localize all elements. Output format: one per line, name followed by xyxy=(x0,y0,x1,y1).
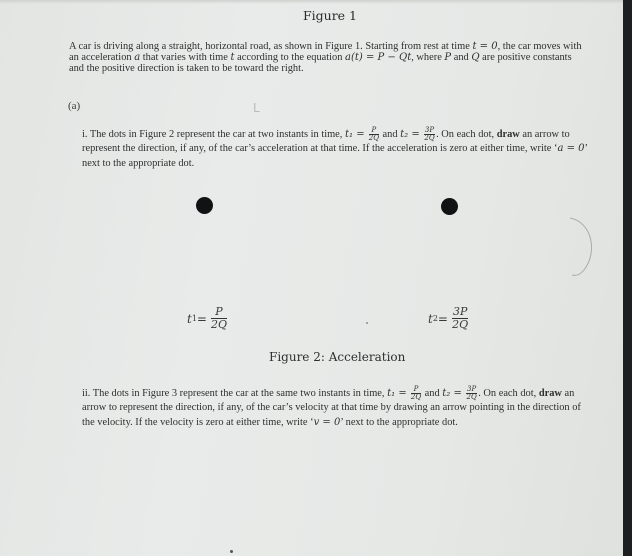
intro-text: and xyxy=(451,52,472,64)
math-t2: t₂ = xyxy=(442,387,466,399)
intro-text: according to the equation xyxy=(234,52,346,64)
label-sub: 1 xyxy=(191,314,197,323)
label-var: t xyxy=(428,311,433,326)
fraction-t1-figure xyxy=(211,306,227,331)
dot-t1[interactable] xyxy=(196,197,213,214)
paper-speck xyxy=(366,322,368,324)
label-t2 xyxy=(428,306,468,331)
math-t-zero: t = 0 xyxy=(472,41,498,52)
page-top-shadow xyxy=(0,0,632,4)
question-ii xyxy=(82,386,592,430)
fraction-denominator: 2Q xyxy=(210,318,228,331)
figure-2-caption: Figure 2: Acceleration xyxy=(269,350,406,364)
question-text: ii. The dots in Figure 3 represent the car at the same two instants in time, xyxy=(82,387,388,399)
pencil-arc-mark xyxy=(562,212,602,282)
dot-t2[interactable] xyxy=(441,198,458,215)
figure-1-title: Figure 1 xyxy=(302,8,358,23)
question-text: an arrow to represent the direction, if any, of the car’s velocity at that time by drawing an arrow pointing in the direction of the velocity. If the velocity is zero at either time, write ‘ xyxy=(82,387,581,428)
fraction-numerator: P xyxy=(211,306,227,319)
intro-text: that varies with time xyxy=(140,52,231,64)
math-t1: t₁ = xyxy=(387,387,410,399)
fraction-numerator: P xyxy=(369,127,379,135)
fraction-numerator: 3P xyxy=(452,305,468,318)
math-a: a xyxy=(134,52,141,64)
math-P: P xyxy=(444,52,452,64)
fraction-numerator: P xyxy=(411,386,421,394)
math-t2: t₂ = xyxy=(400,128,423,140)
part-a-label: (a) xyxy=(68,100,81,112)
label-sub: 2 xyxy=(432,314,438,323)
question-text: and xyxy=(379,128,401,140)
math-t: t xyxy=(230,52,235,64)
pencil-mark: L xyxy=(253,101,260,115)
label-var: t xyxy=(187,311,192,326)
math-t1: t₁ = xyxy=(344,128,368,140)
paper-speck xyxy=(230,550,233,553)
intro-text: , the car moves with an acceleration xyxy=(69,41,582,64)
bold-draw: draw xyxy=(496,128,520,140)
fraction-t2 xyxy=(466,386,477,401)
label-eq: = xyxy=(196,311,207,326)
intro-text: , where xyxy=(411,52,445,64)
question-text: and xyxy=(422,387,443,399)
math-Q: Q xyxy=(471,52,480,64)
math-acceleration-equation: a(t) = P − Qt xyxy=(345,52,412,64)
fraction-t2-figure xyxy=(452,306,468,331)
question-i xyxy=(82,127,592,171)
fraction-denominator: 2Q xyxy=(368,134,379,142)
fraction-t1 xyxy=(369,127,379,142)
question-text: ’ next to the appropriate dot. xyxy=(340,416,458,428)
question-text: . On each dot, xyxy=(436,128,497,140)
fraction-denominator: 2Q xyxy=(466,393,477,401)
question-text: ’ next to the appropriate dot. xyxy=(82,143,588,169)
fraction-denominator: 2Q xyxy=(424,134,435,142)
fraction-numerator: 3P xyxy=(424,126,435,134)
intro-text: A car is driving along a straight, horizontal road, as shown in Figure 1. Starting from rest at time xyxy=(69,41,473,52)
fraction-denominator: 2Q xyxy=(410,393,422,401)
label-t1 xyxy=(187,306,227,331)
bold-draw: draw xyxy=(538,387,562,399)
page-edge-dark xyxy=(623,0,632,556)
intro-paragraph xyxy=(69,41,589,75)
question-text: an arrow to represent the direction, if any, of the car’s acceleration at that time. If the acceleration is zero at either time, write ‘ xyxy=(82,128,570,155)
label-eq: = xyxy=(437,311,448,326)
fraction-t2 xyxy=(424,127,435,142)
intro-text: are positive constants and the positive direction is taken to be toward the right. xyxy=(69,52,572,75)
question-text: . On each dot, xyxy=(478,387,539,399)
math-v-zero: v = 0 xyxy=(313,416,341,428)
fraction-t1 xyxy=(411,386,421,401)
fraction-denominator: 2Q xyxy=(452,318,469,331)
fraction-numerator: 3P xyxy=(467,385,477,393)
math-a-zero: a = 0 xyxy=(557,143,585,155)
question-text: i. The dots in Figure 2 represent the car at two instants in time, xyxy=(82,128,345,140)
